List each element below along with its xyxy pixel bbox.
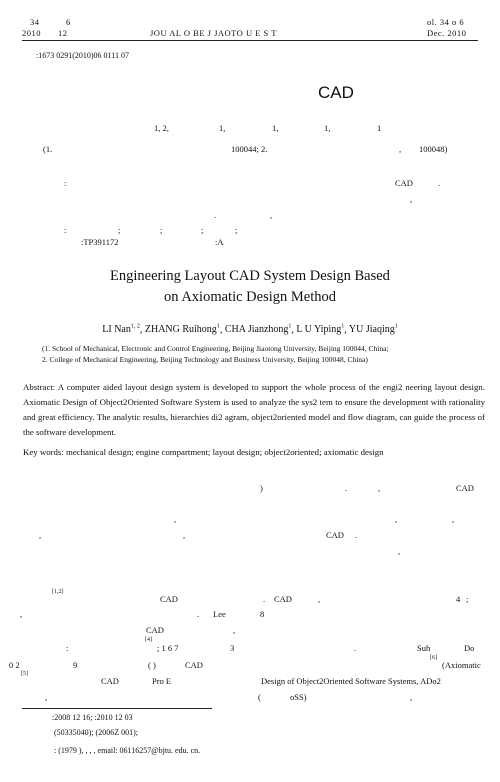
body-r5-comma: , [318,594,321,604]
cn-affil-open: (1. [43,144,53,154]
body-r8-dot: . [354,643,357,653]
cn-abstract-dot2: . [214,210,217,220]
cn-abstract-dot: . [438,178,441,188]
body-r11-adoss: oSS) [290,692,307,702]
en-title-line2: on Axiomatic Design Method [164,289,336,305]
cn-author-5: 1 [377,123,382,133]
body-r10-ados: Design of Object2Oriented Software Systems, ADo2 [261,676,441,686]
footnote-rule [22,708,212,709]
en-title-line1: Engineering Layout CAD System Design Based [110,268,390,284]
body-r9-cad: CAD [185,660,203,670]
cn-author-4: 1, [324,123,331,133]
body-r9-paren: ( ) [148,660,156,670]
cn-abstract-label: : [64,178,67,188]
body-r6-b: . [197,609,200,619]
body-r5-semi: ; [466,594,469,604]
body-r9-nine: 9 [73,660,78,670]
body-r7-cad: CAD [146,625,164,635]
cn-abstract-cad: CAD [395,178,413,188]
body-r8-colon: : [66,643,69,653]
en-keywords: Key words: mechanical design; engine compartment; layout design; object2oriented; axiomatic design [23,447,384,457]
header-issue: 6 [66,17,71,27]
footnote-dates: :2008 12 16; :2010 12 03 [52,713,133,722]
cn-title: CAD [318,83,354,102]
body-r11-comma: , [410,692,413,702]
body-r3-c: CAD [326,530,344,540]
cn-kw-sep2: ; [160,225,163,235]
body-r10-proe: Pro E [152,676,172,686]
body-r2-a: , [174,514,177,524]
body-r10-cite: [5] [21,671,28,677]
en-abstract: Abstract: A computer aided layout design system is developed to support the whole process of the engi2 neering layout design. Axiomatic Design of Object2Oriented Software System is used to analyze the sys2 tem to ensure the development with rationality and great efficiency. The analytic results, hierarchies di2 agram, object2oriented model and flow diagram, can guide the process of the software development. [23,382,485,437]
cn-author-2: 1, [219,123,226,133]
body-r6-eight: 8 [260,609,265,619]
cn-keywords-label: : [64,225,67,235]
body-r5-dot: . [263,594,266,604]
header-date-en: Dec. 2010 [427,28,467,38]
clc-number: :TP391172 [81,237,119,247]
footnote-bio: : (1979 ), , , , email: 06116257@bjtu. edu. cn. [54,746,201,755]
body-r7-comma: , [233,625,236,635]
article-id: :1673 0291(2010)06 0111 07 [36,51,129,60]
en-authors: LI Nan$^{1, 2}$, ZHANG Ruihong$^1$, CHA Jianzhong$^1$, L U Yiping$^1$, YU Jiaqing$^1$ [102,324,398,336]
body-r9-a: 0 2 [9,660,20,670]
header-month: 12 [58,28,68,38]
author-5: YU Jiaqing$^1$ [348,324,398,336]
cn-kw-sep3: ; [201,225,204,235]
footnote-fund: (50335040); (2006Z 001); [54,728,138,737]
cn-kw-sep1: ; [118,225,121,235]
cn-affil-close: 100048) [419,144,448,154]
body-r5-four: 4 [456,594,461,604]
body-r4-a: , [398,546,401,556]
body-r9-axiomatic: (Axiomatic [442,660,481,670]
body-r8-three: 3 [230,643,235,653]
header-rule [22,40,478,41]
cn-affil-sep: , [399,144,402,154]
body-r9-cite: [6] [430,655,437,661]
body-r11-paren: ( [258,692,261,702]
body-r8-do: Do [464,643,475,653]
cn-author-1: 1, 2, [154,123,169,133]
body-r1-a: ) [260,483,263,493]
body-r5-cad1: CAD [160,594,178,604]
body-r3-b: , [183,530,186,540]
cn-affil-postcode1: 100044; 2. [231,144,268,154]
header-year: 2010 [22,28,41,38]
author-1: LI Nan$^{1, 2}$ [102,324,140,336]
document-code: :A [215,237,224,247]
body-r10-cad: CAD [101,676,119,686]
body-r3-d: . [355,530,358,540]
body-r8-cite: [4] [145,637,152,643]
body-r5-cad2: CAD [274,594,292,604]
body-r6-a: , [20,609,23,619]
body-r1-c: , [378,483,381,493]
body-r8-nums: ; 1 6 7 [157,643,179,653]
body-r2-b: , [395,514,398,524]
body-r3-a: , [39,530,42,540]
author-2: ZHANG Ruihong$^1$ [144,324,220,336]
body-r11-a: , [45,692,48,702]
cn-author-3: 1, [272,123,279,133]
body-r1-b: . [345,483,348,493]
body-r2-c: , [452,514,455,524]
author-4: L U Yiping$^1$ [296,324,345,336]
cn-abstract-comma: , [410,194,413,204]
body-r8-suh: Suh [417,643,431,653]
header-vol-en: ol. 34 o 6 [427,17,465,27]
journal-name: JOU AL O BE J JAOTO U E S T [150,28,277,38]
body-r1-d: CAD [456,483,474,493]
author-3: CHA Jianzhong$^1$ [224,324,292,336]
body-r6-lee: Lee [213,609,226,619]
cn-abstract-comma2: , [270,210,273,220]
cn-kw-sep4: ; [235,225,238,235]
body-r5-cite: [1,2] [52,589,64,595]
header-volume: 34 [30,17,40,27]
en-affil-line2: 2. College of Mechanical Engineering, Beijing Technology and Business University, Beijing 100048, China) [42,355,368,364]
en-affil-line1: (1. School of Mechanical, Electronic and Control Engineering, Beijing Jiaotong University, Beijing 100044, China; [42,344,389,353]
